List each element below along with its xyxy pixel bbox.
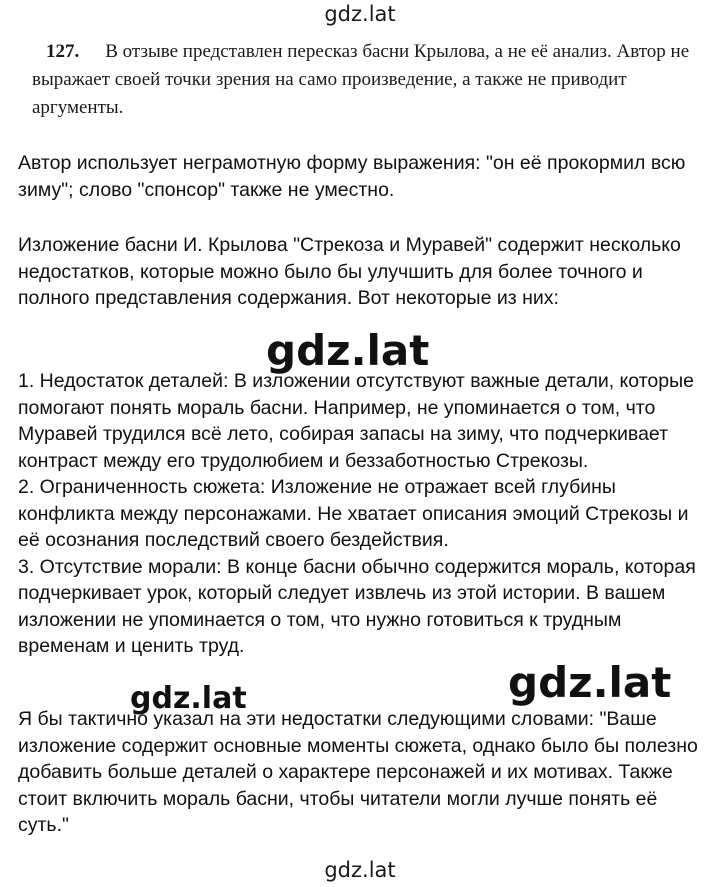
watermark-right: gdz.lat xyxy=(508,658,672,707)
list-item: 2. Ограниченность сюжета: Изложение не отражает всей глубины конфликта между персонажами. Не хватает описания эмоций Стрекозы и её осознания последствий своего бездействия. xyxy=(18,476,689,551)
list-item: 3. Отсутствие морали: В конце басни обычно содержится мораль, которая подчеркивает урок, который следует извлечь из этой истории. В вашем изложении не упоминается о том, что нужно готовиться к трудным временам и ценить труд. xyxy=(18,555,696,657)
watermark-bottom: gdz.lat xyxy=(324,858,396,882)
answer-paragraph-1: Автор использует неграмотную форму выражения: "он её прокормил всю зиму"; слово "спонсор" также не уместно. xyxy=(18,152,686,201)
list-item: 1. Недостаток деталей: В изложении отсутствуют важные детали, которые помогают понять мораль басни. Например, не упоминается о том, что Муравей трудился всё лето, собирая запасы на зиму, что подчеркивает контраст между его трудолюбием и беззаботностью Стрекозы. xyxy=(18,370,694,472)
answer-list xyxy=(18,368,708,660)
task-number: 127. xyxy=(46,41,80,62)
answer-paragraph-2: Изложение басни И. Крылова "Стрекоза и Муравей" содержит несколько недостатков, которые можно было бы улучшить для более точного и полного представления содержания. Вот некоторые из них: xyxy=(18,234,681,309)
task-text-block xyxy=(32,38,692,122)
watermark-left: gdz.lat xyxy=(130,681,247,716)
task-text: В отзыве представлен пересказ басни Крылова, а не её анализ. Автор не выражает своей точки зрения на само произведение, а также не приводит аргументы. xyxy=(32,41,690,118)
watermark-center: gdz.lat xyxy=(266,326,430,375)
answer-paragraph-4: Я бы тактично указал на эти недостатки следующими словами: "Ваше изложение содержит основные моменты сюжета, однако было бы полезно добавить больше деталей о характере персонажей и их мотивах. Также стоит включить мораль басни, чтобы читатели могли лучше понять её суть." xyxy=(18,708,698,836)
watermark-top: gdz.lat xyxy=(324,2,396,26)
